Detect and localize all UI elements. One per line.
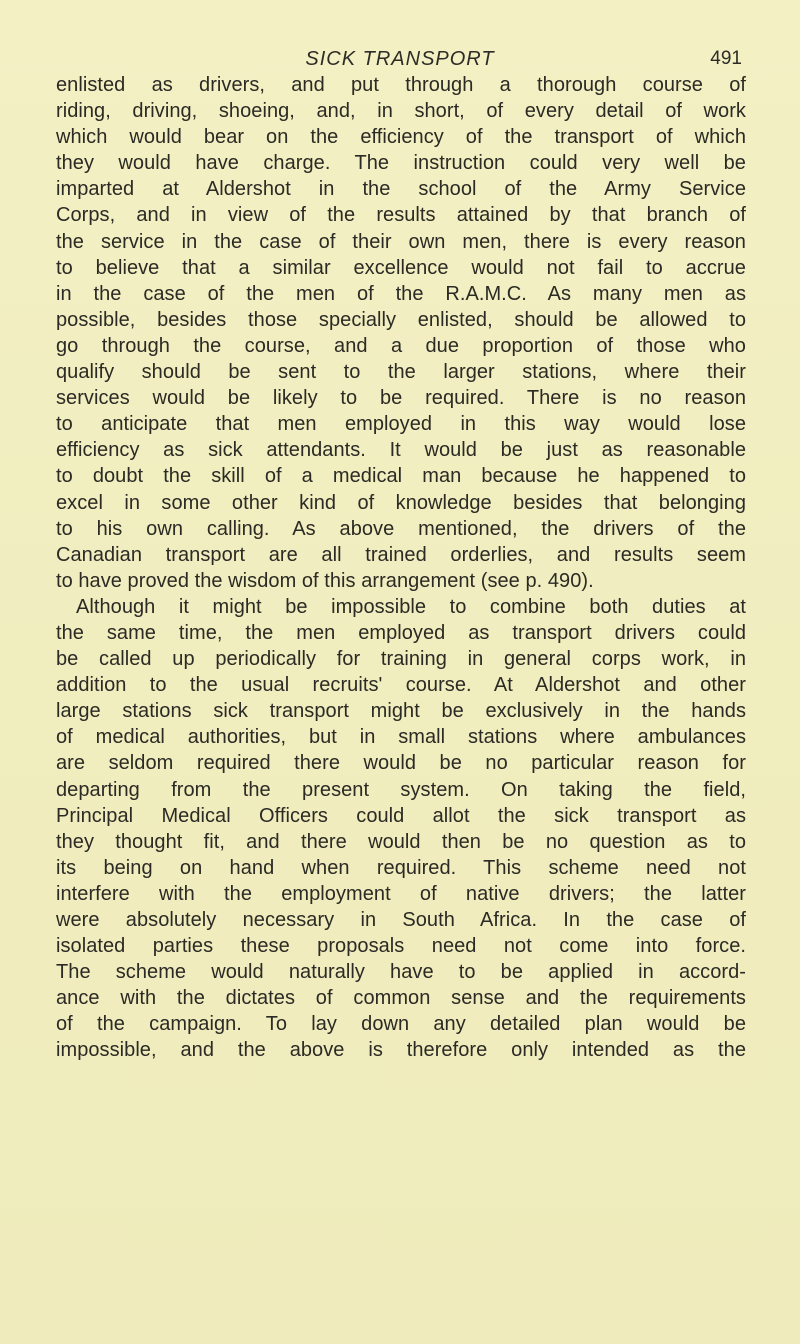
text-line: Corps, and in view of the results attained by that branch of <box>56 204 746 227</box>
text-line: large stations sick transport might be exclusively in the hands <box>56 700 746 723</box>
text-line: they would have charge. The instruction could very well be <box>56 152 746 175</box>
text-line: isolated parties these proposals need not come into force. <box>56 935 746 958</box>
text-line: they thought fit, and there would then be no question as to <box>56 830 746 853</box>
text-line: to believe that a similar excellence would not fail to accrue <box>56 256 746 279</box>
paragraph-start-line: Although it might be impossible to combine both duties at <box>76 595 746 618</box>
text-line: of medical authorities, but in small stations where ambulances <box>56 726 746 749</box>
text-line: in the case of the men of the R.A.M.C. As many men as <box>56 282 746 305</box>
text-line: the same time, the men employed as transport drivers could <box>56 621 746 644</box>
body-text <box>56 72 746 1064</box>
text-line: ance with the dictates of common sense and the requirements <box>56 987 746 1010</box>
text-line: of the campaign. To lay down any detailed plan would be <box>56 1013 746 1036</box>
running-title: SICK TRANSPORT <box>305 48 495 70</box>
running-head <box>0 44 800 72</box>
text-line: to doubt the skill of a medical man because he happened to <box>56 465 746 488</box>
text-line: be called up periodically for training in general corps work, in <box>56 648 746 671</box>
text-line: which would bear on the efficiency of the transport of which <box>56 126 746 149</box>
page-number: 491 <box>710 48 742 69</box>
text-line: to anticipate that men employed in this way would lose <box>56 413 746 436</box>
text-line: its being on hand when required. This scheme need not <box>56 856 746 879</box>
text-line: imparted at Aldershot in the school of the Army Service <box>56 178 746 201</box>
text-line: The scheme would naturally have to be applied in accord- <box>56 961 746 984</box>
text-line: riding, driving, shoeing, and, in short, of every detail of work <box>56 100 746 123</box>
text-line: the service in the case of their own men, there is every reason <box>56 230 746 253</box>
text-line: excel in some other kind of knowledge besides that belonging <box>56 491 746 514</box>
text-line: departing from the present system. On taking the field, <box>56 778 746 801</box>
text-line: are seldom required there would be no particular reason for <box>56 752 746 775</box>
text-line: Canadian transport are all trained orderlies, and results seem <box>56 543 746 566</box>
text-line: addition to the usual recruits' course. At Aldershot and other <box>56 674 746 697</box>
text-line: qualify should be sent to the larger stations, where their <box>56 361 746 384</box>
text-line: were absolutely necessary in South Africa. In the case of <box>56 909 746 931</box>
text-line: enlisted as drivers, and put through a thorough course of <box>56 74 746 96</box>
text-line: to his own calling. As above mentioned, the drivers of the <box>56 517 746 540</box>
text-line: possible, besides those specially enlisted, should be allowed to <box>56 308 746 331</box>
text-line: services would be likely to be required. There is no reason <box>56 387 746 410</box>
text-line: to have proved the wisdom of this arrangement (see p. 490). <box>56 569 594 592</box>
text-line: impossible, and the above is therefore only intended as the <box>56 1039 746 1062</box>
text-line: go through the course, and a due proportion of those who <box>56 334 746 357</box>
text-line: efficiency as sick attendants. It would be just as reasonable <box>56 439 746 462</box>
text-line: Principal Medical Officers could allot the sick transport as <box>56 804 746 827</box>
text-line: interfere with the employment of native drivers; the latter <box>56 882 746 905</box>
